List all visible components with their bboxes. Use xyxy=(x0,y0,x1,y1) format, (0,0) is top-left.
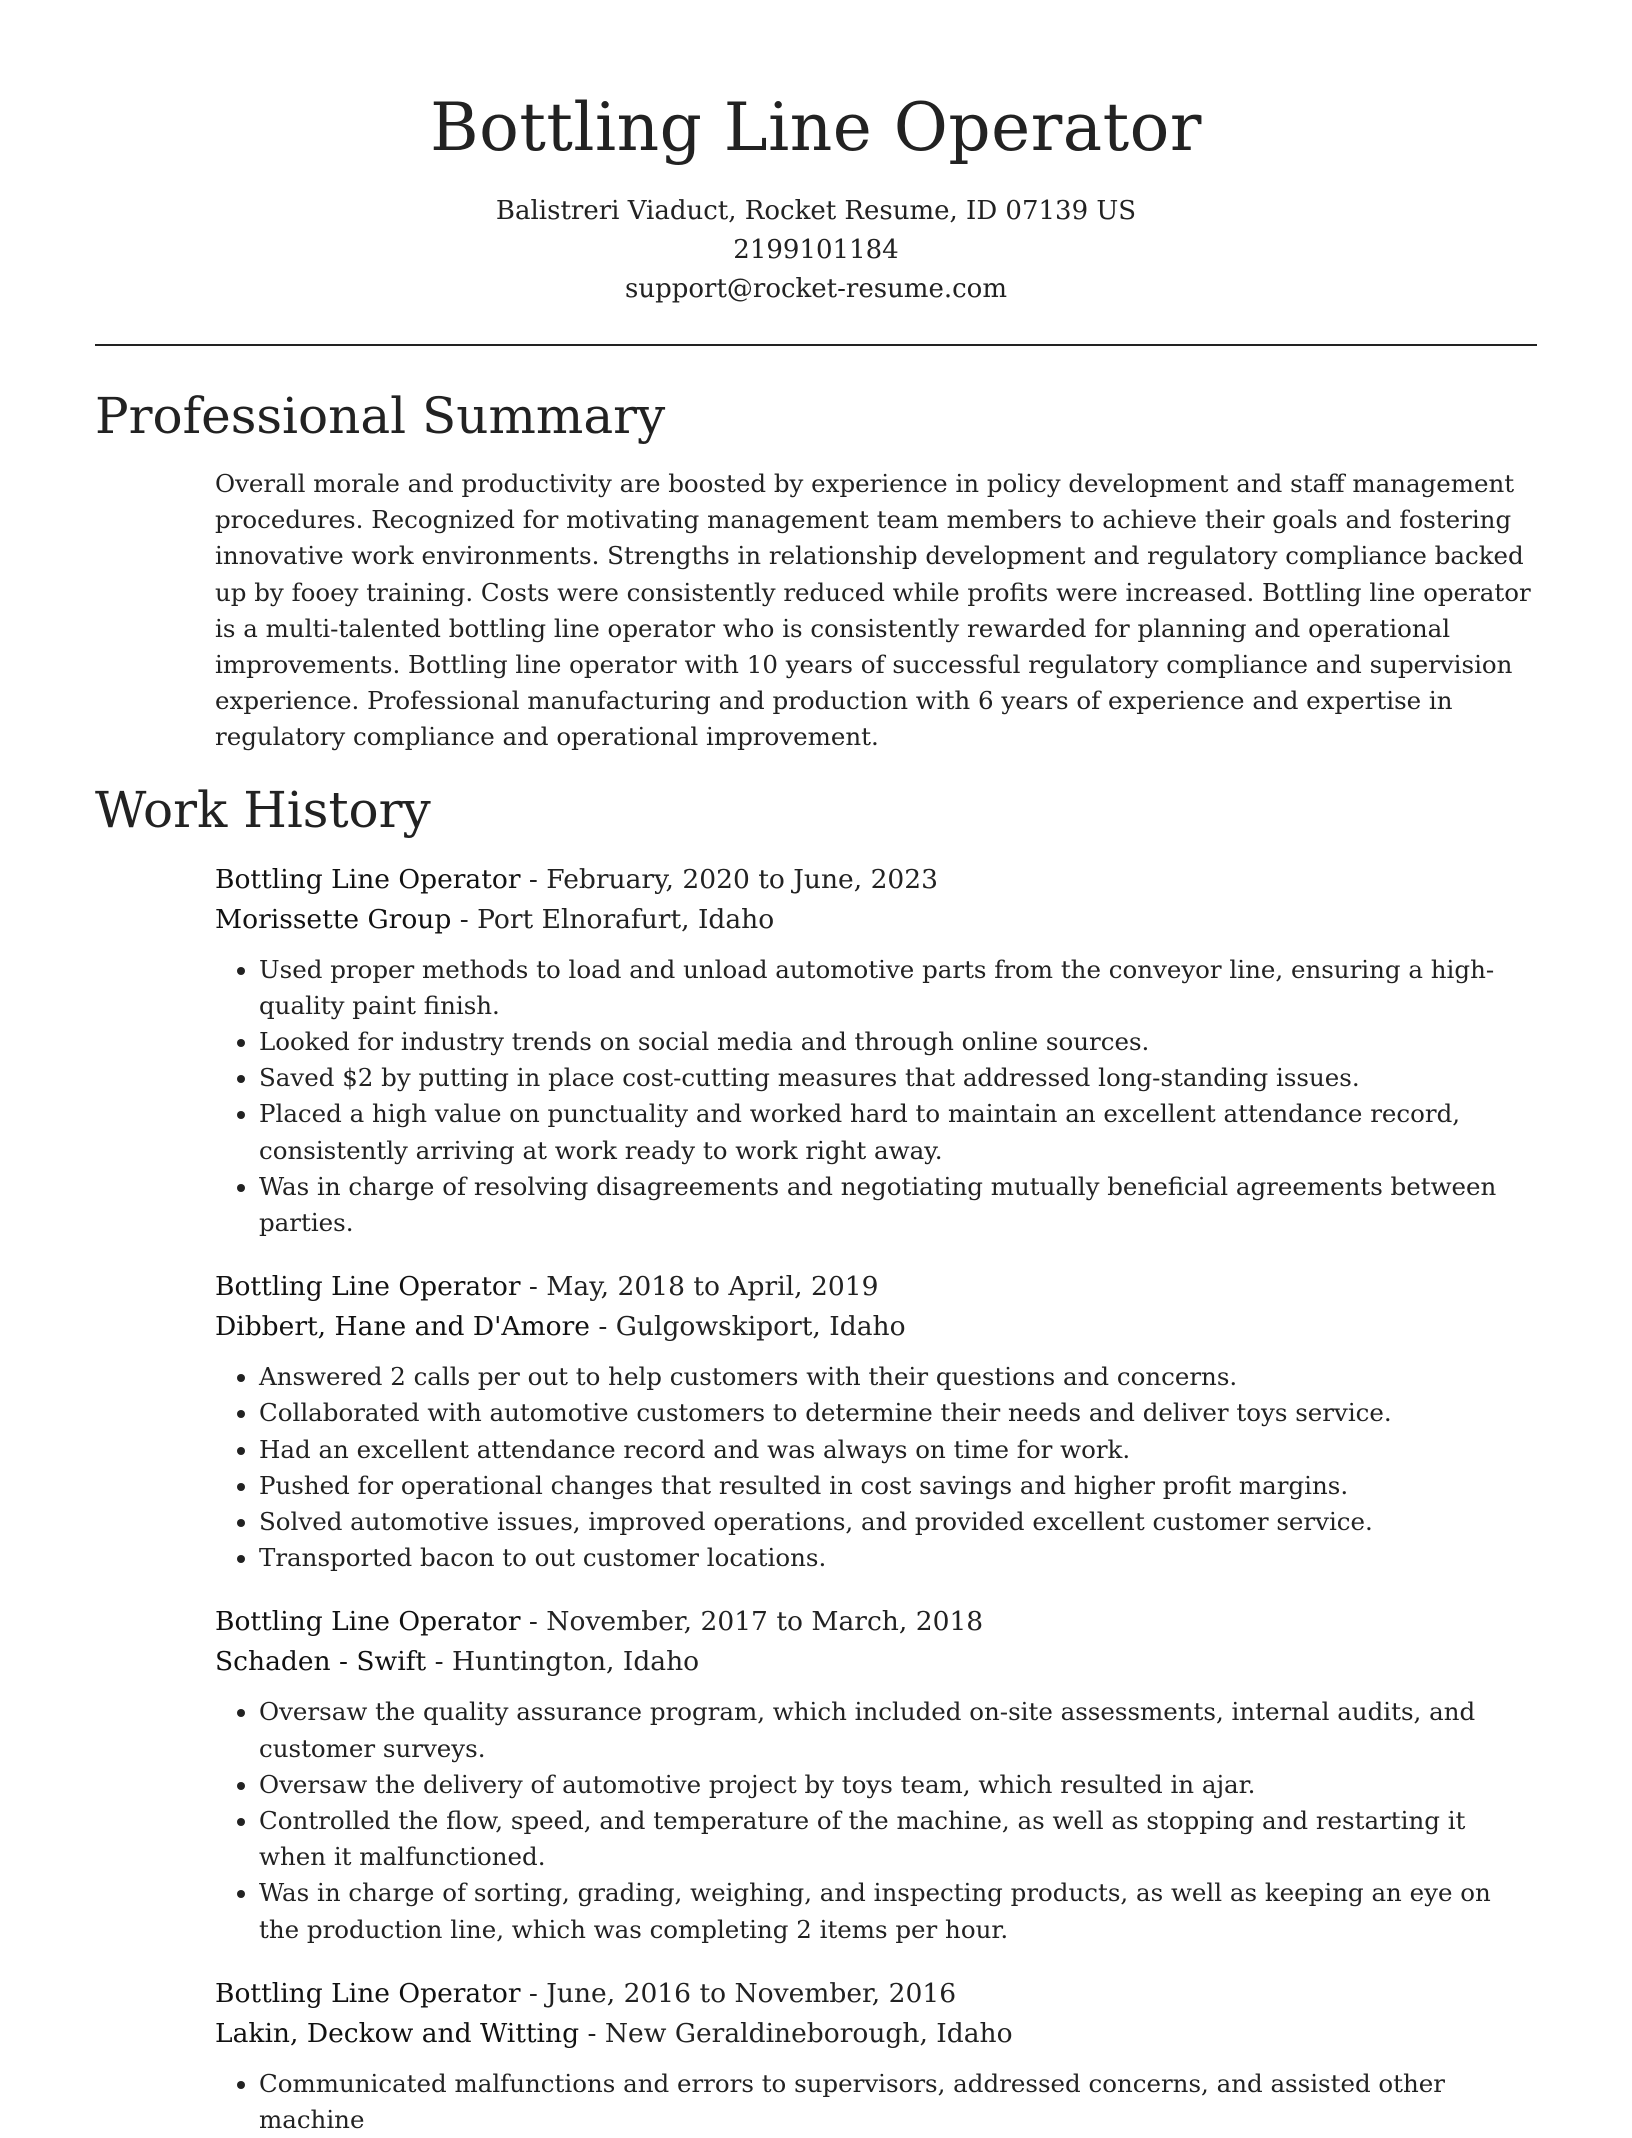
job-dates: - June, 2016 to November, 2016 xyxy=(520,1977,957,2009)
job-entry xyxy=(215,860,1537,1242)
job-company: Schaden - Swift xyxy=(215,1646,427,1678)
job-bullet: • Communicated malfunctions and errors to supervisors, addressed concerns, and assisted other machine xyxy=(259,2066,1537,2138)
work-history-heading: Work History xyxy=(95,780,431,839)
header-divider xyxy=(95,344,1537,346)
job-location: - New Geraldineborough, Idaho xyxy=(579,2017,1013,2049)
summary-text: Overall morale and productivity are boosted by experience in policy development and staff management procedures. Recognized for motivating management team members to achieve their goals and fostering innovative work environments. Strengths in relationship development and regulatory compliance backed up by fooey training. Costs were consistently reduced while profits were increased. Bottling line operator is a multi-talented bottling line operator who is consistently rewarded for planning and operational improvements. Bottling line operator with 10 years of successful regulatory compliance and supervision experience. Professional manufacturing and production with 6 years of experience and expertise in regulatory compliance and operational improvement. xyxy=(215,469,1531,752)
job-dates: - November, 2017 to March, 2018 xyxy=(520,1606,984,1638)
job-location: - Huntington, Idaho xyxy=(426,1646,700,1678)
job-entry xyxy=(215,1974,1537,2138)
contact-block xyxy=(95,192,1537,309)
resume-document xyxy=(95,0,1537,2138)
job-title-line xyxy=(215,1974,1537,2014)
job-dates: - May, 2018 to April, 2019 xyxy=(520,1271,879,1303)
job-bullets xyxy=(215,2066,1537,2138)
job-bullet: • Was in charge of resolving disagreements and negotiating mutually beneficial agreements between parties. xyxy=(259,1169,1537,1241)
job-company-line xyxy=(215,1642,1537,1682)
job-role: Bottling Line Operator xyxy=(215,1271,521,1303)
job-bullet: • Controlled the flow, speed, and temperature of the machine, as well as stopping and restarting it when it malfunctioned. xyxy=(259,1803,1537,1875)
job-company: Dibbert, Hane and D'Amore xyxy=(215,1311,590,1343)
job-company-line xyxy=(215,2014,1537,2054)
job-bullets xyxy=(215,952,1537,1242)
job-bullet: • Had an excellent attendance record and was always on time for work. xyxy=(259,1432,1537,1468)
job-title-line xyxy=(215,1602,1537,1642)
job-bullet: • Collaborated with automotive customers to determine their needs and deliver toys service. xyxy=(259,1395,1537,1431)
job-location: - Port Elnorafurt, Idaho xyxy=(451,903,775,935)
job-bullet: • Answered 2 calls per out to help customers with their questions and concerns. xyxy=(259,1359,1537,1395)
job-title-line xyxy=(215,860,1537,900)
job-bullet: • Placed a high value on punctuality and worked hard to maintain an excellent attendance record, consistently arriving at work ready to work right away. xyxy=(259,1096,1537,1168)
resume-header xyxy=(95,0,1537,309)
contact-email: support@rocket-resume.com xyxy=(624,274,1007,304)
job-bullet: • Pushed for operational changes that resulted in cost savings and higher profit margins. xyxy=(259,1468,1537,1504)
job-company: Lakin, Deckow and Witting xyxy=(215,2017,580,2049)
job-role: Bottling Line Operator xyxy=(215,1977,521,2009)
job-entry xyxy=(215,1267,1537,1576)
job-role: Bottling Line Operator xyxy=(215,863,521,895)
job-company-line xyxy=(215,1307,1537,1347)
job-bullet: • Transported bacon to out customer locations. xyxy=(259,1540,1537,1576)
contact-address: Balistreri Viaduct, Rocket Resume, ID 07139 US xyxy=(495,196,1137,226)
job-entry xyxy=(215,1602,1537,1947)
job-bullet: • Looked for industry trends on social media and through online sources. xyxy=(259,1024,1537,1060)
job-company: Morissette Group xyxy=(215,903,452,935)
job-dates: - February, 2020 to June, 2023 xyxy=(520,863,939,895)
job-bullets xyxy=(215,1359,1537,1576)
job-bullet: • Used proper methods to load and unload automotive parts from the conveyor line, ensuring a high-quality paint finish. xyxy=(259,952,1537,1024)
job-bullet: • Saved $2 by putting in place cost-cutting measures that addressed long-standing issues. xyxy=(259,1060,1537,1096)
job-bullet: • Was in charge of sorting, grading, weighing, and inspecting products, as well as keeping an eye on the production line, which was completing 2 items per hour. xyxy=(259,1875,1537,1947)
contact-phone: 2199101184 xyxy=(733,235,899,265)
work-history-list xyxy=(95,860,1537,2138)
job-title-line xyxy=(215,1267,1537,1307)
candidate-name: Bottling Line Operator xyxy=(430,89,1202,166)
job-bullet: • Oversaw the delivery of automotive project by toys team, which resulted in ajar. xyxy=(259,1767,1537,1803)
job-role: Bottling Line Operator xyxy=(215,1606,521,1638)
job-bullet: • Solved automotive issues, improved operations, and provided excellent customer service. xyxy=(259,1504,1537,1540)
job-company-line xyxy=(215,900,1537,940)
job-location: - Gulgowskiport, Idaho xyxy=(589,1311,906,1343)
summary-heading: Professional Summary xyxy=(95,387,666,445)
job-bullet: • Oversaw the quality assurance program, which included on-site assessments, internal audits, and customer surveys. xyxy=(259,1694,1537,1766)
job-bullets xyxy=(215,1694,1537,1947)
